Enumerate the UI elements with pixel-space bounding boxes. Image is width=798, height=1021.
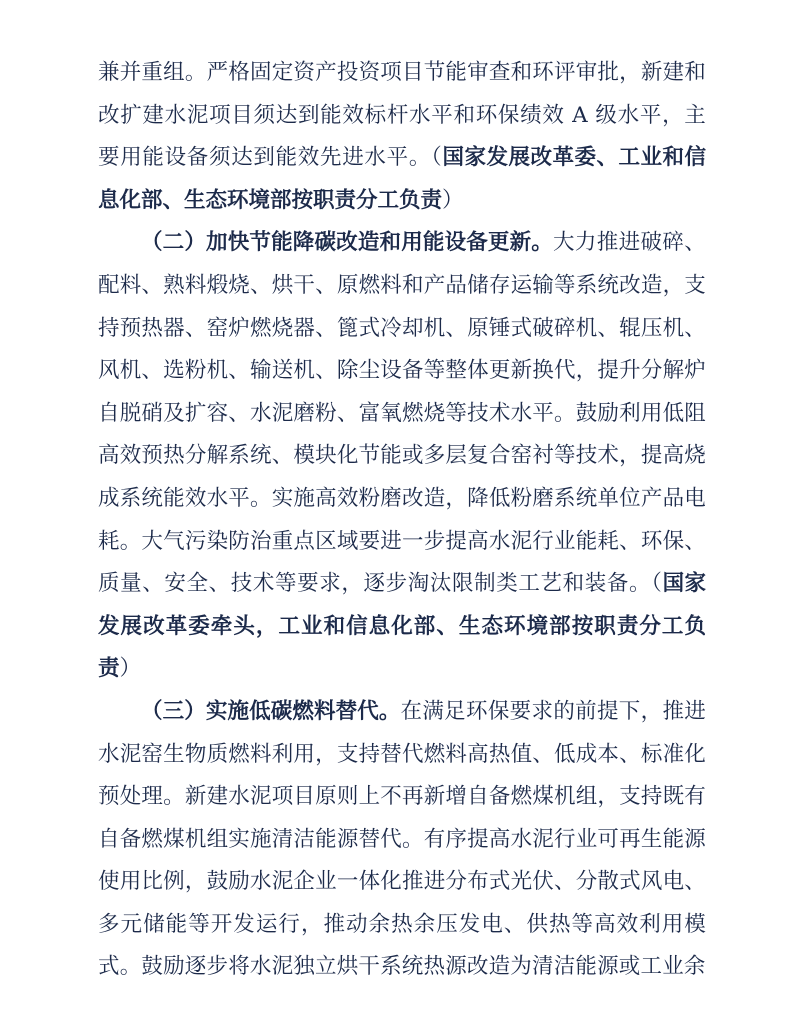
text-segment: 兼并重组。严格固定资产投资项目节能审查和环评审批，新建和改扩建水泥项目须达到能效标杆水平和环保绩效 A 级水平，主要用能设备须达到能效先进水平。（: [98, 60, 706, 171]
text-segment: ）: [442, 187, 464, 213]
section-heading-3: （三）实施低碳燃料替代。: [141, 698, 401, 724]
document-body: [98, 52, 706, 989]
text-segment: 在满足环保要求的前提下，推进水泥窑生物质燃料利用，支持替代燃料高热值、低成本、标准化预处理。新建水泥项目原则上不再新增自备燃煤机组，支持既有自备燃煤机组实施清洁能源替代。有序提高水泥行业可再生能源使用比例，鼓励水泥企业一体化推进分布式光伏、分散式风电、多元储能等开发运行，推动余热余压发电、供热等高效利用模式。鼓励逐步将水泥独立烘干系统热源改造为清洁能源或工业余: [98, 698, 706, 980]
paragraph-3: [98, 691, 706, 989]
text-segment-bold: 国家发展改革委牵头，工业和信息化部、生态环境部按职责分工负责: [98, 571, 706, 682]
paragraph-1: [98, 52, 706, 222]
text-segment: 大力推进破碎、配料、熟料煅烧、烘干、原燃料和产品储存运输等系统改造，支持预热器、窑炉燃烧器、篦式冷却机、原锤式破碎机、辊压机、风机、选粉机、输送机、除尘设备等整体更新换代，提升分解炉自脱硝及扩容、水泥磨粉、富氧燃烧等技术水平。鼓励利用低阻高效预热分解系统、模块化节能或多层复合窑衬等技术，提高烧成系统能效水平。实施高效粉磨改造，降低粉磨系统单位产品电耗。大气污染防治重点区域要进一步提高水泥行业能耗、环保、质量、安全、技术等要求，逐步淘汰限制类工艺和装备。（: [98, 230, 706, 597]
paragraph-2: [98, 222, 706, 691]
text-segment-bold: 国家发展改革委、工业和信息化部、生态环境部按职责分工负责: [98, 145, 706, 213]
text-segment: ）: [119, 656, 142, 682]
section-heading-2: （二）加快节能降碳改造和用能设备更新。: [141, 230, 553, 256]
